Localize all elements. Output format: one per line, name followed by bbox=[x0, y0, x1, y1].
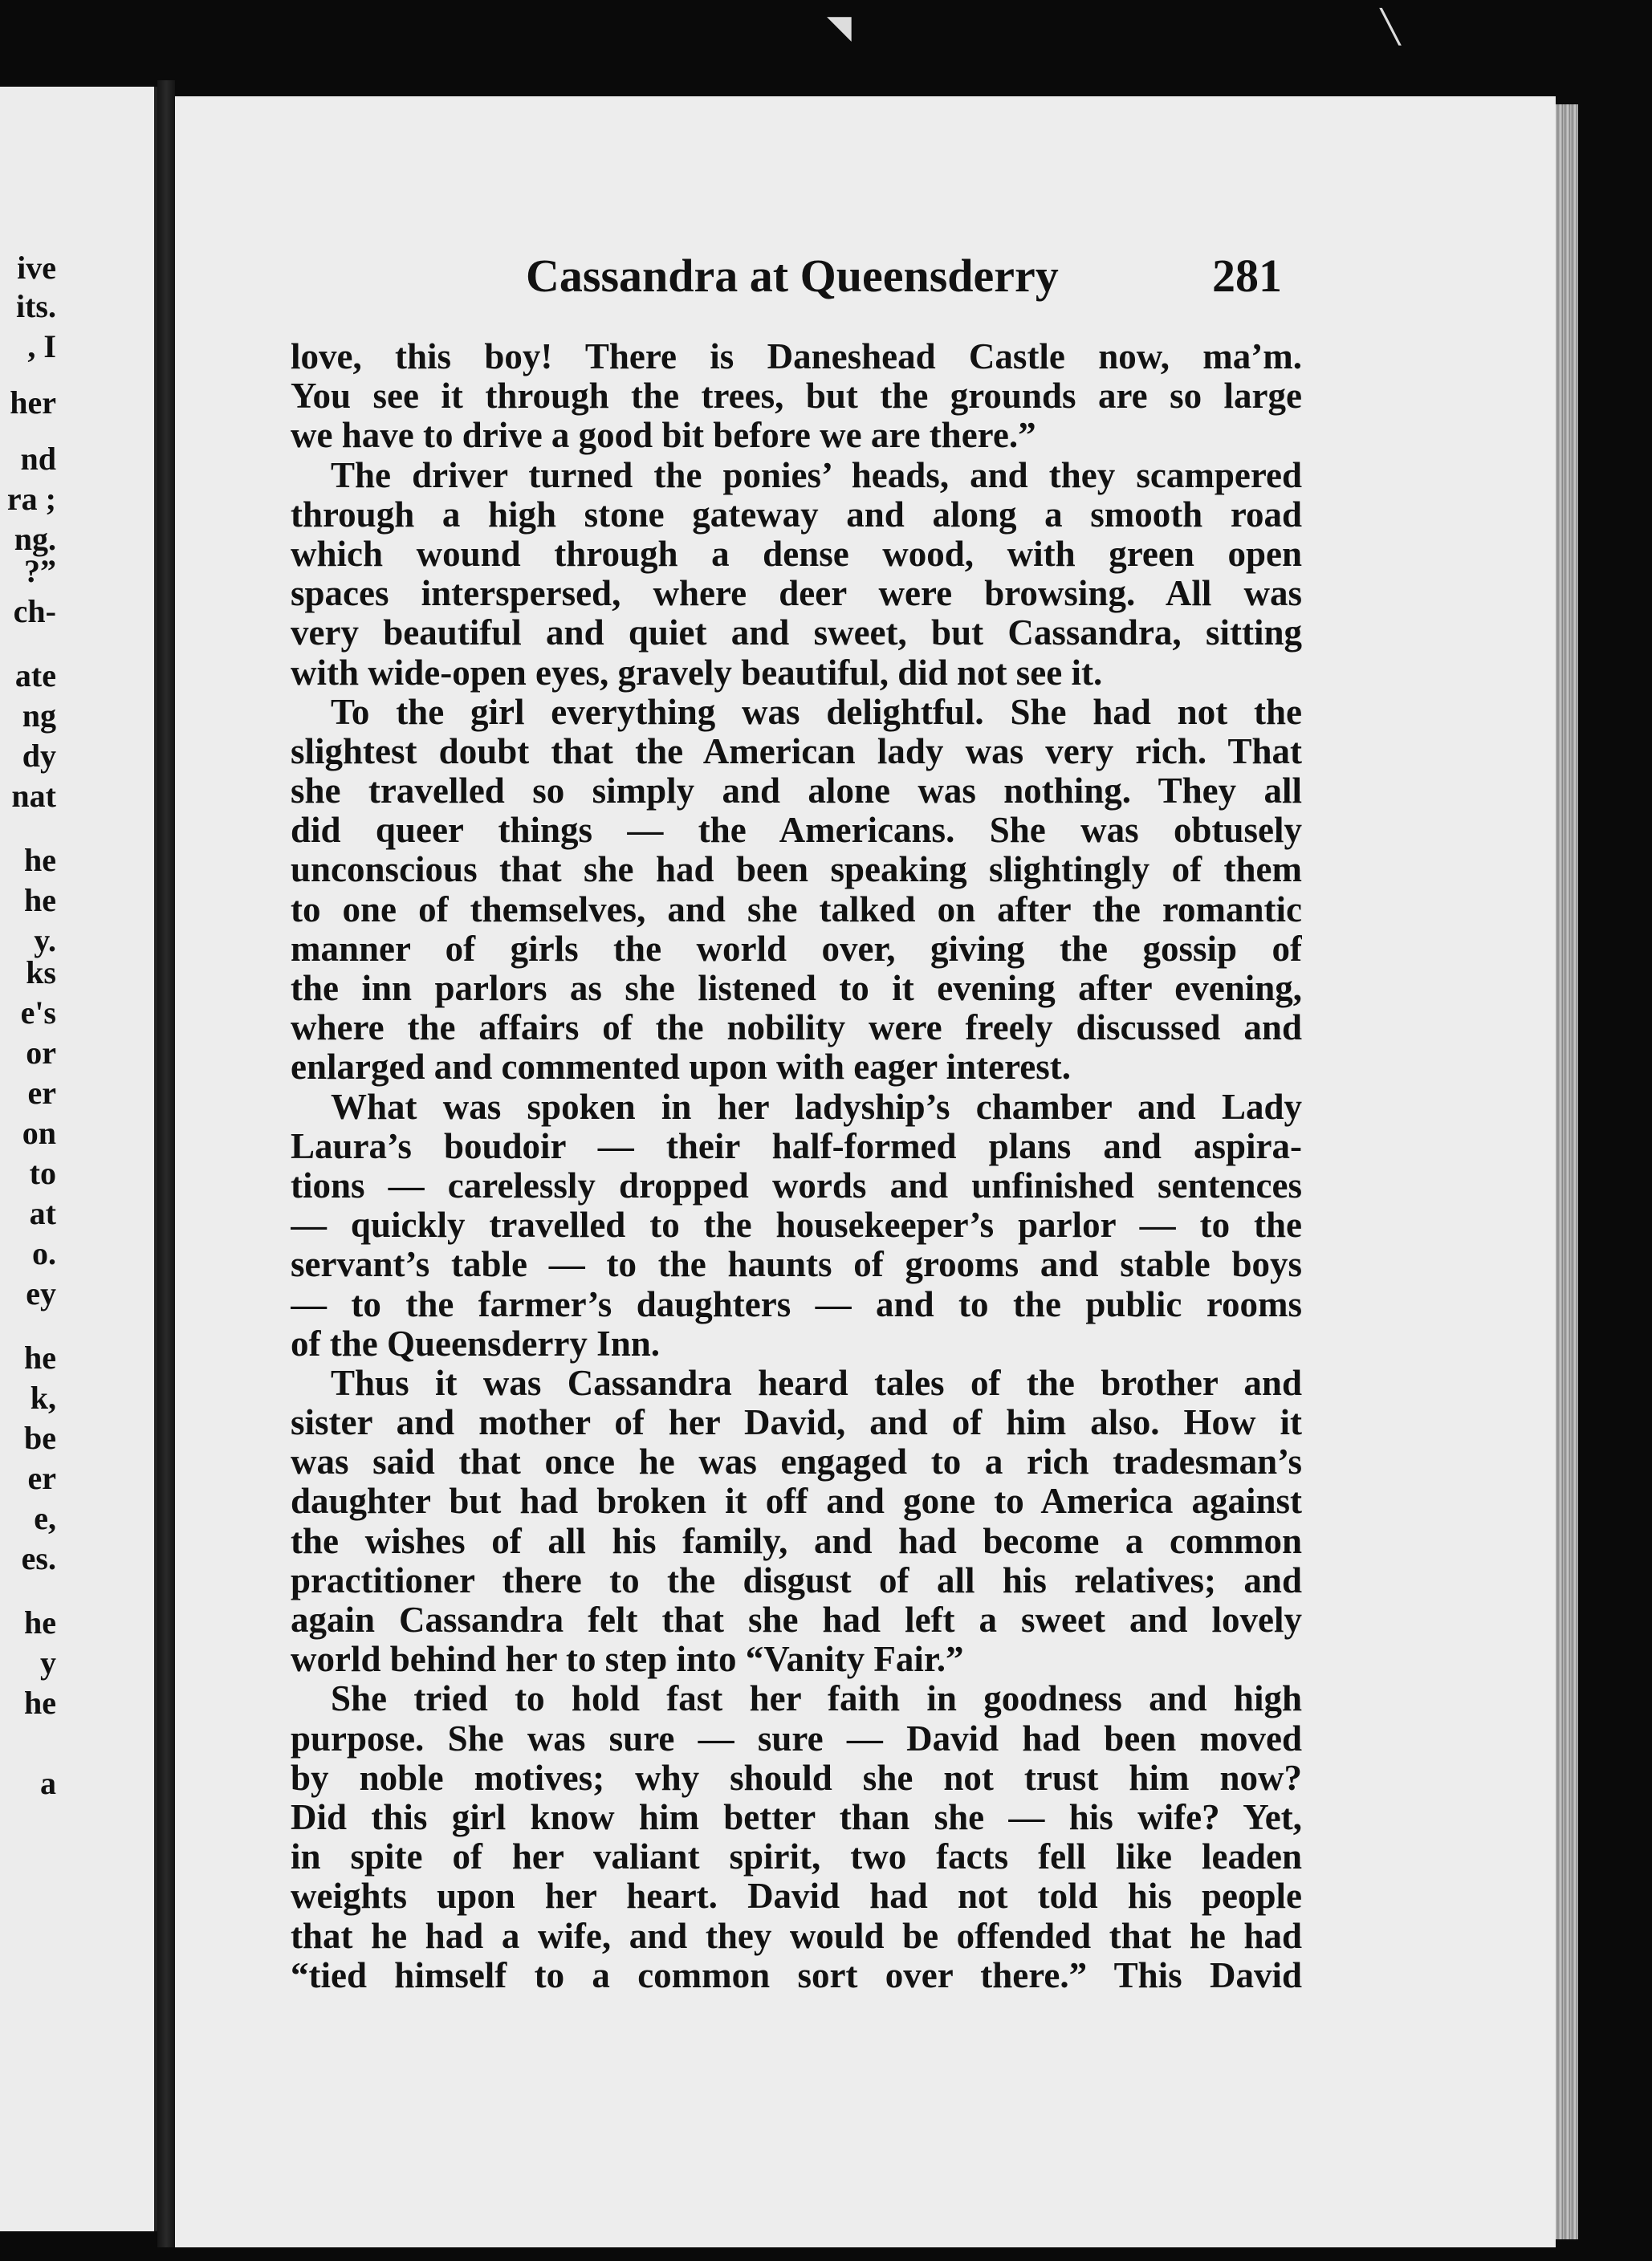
facing-page-word-fragment: ng. bbox=[14, 521, 56, 557]
text-line: was said that once he was engaged to a rich tradesman’s bbox=[291, 1442, 1302, 1482]
text-line: She tried to hold fast her faith in goodness and high bbox=[331, 1679, 1302, 1719]
text-line: To the girl everything was delightful. She had not the bbox=[331, 692, 1302, 732]
text-line: Thus it was Cassandra heard tales of the brother and bbox=[331, 1363, 1302, 1403]
text-line: love, this boy! There is Daneshead Castle now, ma’m. bbox=[291, 337, 1302, 376]
facing-page-word-fragment: he bbox=[24, 882, 56, 918]
text-line: slightest doubt that the American lady was very rich. That bbox=[291, 731, 1302, 771]
text-line: that he had a wife, and they would be offended that he had bbox=[291, 1916, 1302, 1956]
facing-page-word-fragment: ?” bbox=[24, 553, 56, 589]
facing-page-word-fragment: ng bbox=[22, 697, 56, 734]
text-line: where the affairs of the nobility were freely discussed and bbox=[291, 1008, 1302, 1048]
text-line: Did this girl know him better than she — his wife? Yet, bbox=[291, 1797, 1302, 1837]
facing-page-word-fragment: y. bbox=[34, 922, 56, 958]
facing-page-word-fragment: or bbox=[26, 1035, 56, 1071]
text-line: of the Queensderry Inn. bbox=[291, 1324, 660, 1364]
text-line: servant’s table — to the haunts of grooms and stable boys bbox=[291, 1245, 1302, 1285]
facing-page-word-fragment: to bbox=[29, 1155, 56, 1191]
text-line: — quickly travelled to the housekeeper’s parlor — to the bbox=[291, 1206, 1302, 1246]
facing-page-word-fragment: e's bbox=[20, 994, 56, 1031]
text-line: to one of themselves, and she talked on after the romantic bbox=[291, 889, 1302, 929]
text-line: spaces interspersed, where deer were browsing. All was bbox=[291, 574, 1302, 614]
body-text bbox=[291, 337, 1302, 1995]
text-line: enlarged and commented upon with eager interest. bbox=[291, 1047, 1072, 1088]
scan-artifact: ◥ bbox=[827, 9, 852, 45]
facing-page-word-fragment: y bbox=[40, 1645, 56, 1681]
text-line: practitioner there to the disgust of all his relatives; and bbox=[291, 1560, 1302, 1600]
text-line: daughter but had broken it off and gone to America against bbox=[291, 1482, 1302, 1522]
facing-page-word-fragment: he bbox=[24, 1340, 56, 1376]
facing-page-word-fragment: nat bbox=[11, 778, 56, 814]
facing-page-word-fragment: ks bbox=[26, 954, 56, 990]
text-line: “tied himself to a common sort over there.” This David bbox=[291, 1955, 1302, 1995]
text-line: — to the farmer’s daughters — and to the public rooms bbox=[291, 1284, 1302, 1324]
facing-page-word-fragment: ch- bbox=[13, 593, 56, 629]
facing-page-word-fragment: e, bbox=[34, 1500, 56, 1536]
text-line: What was spoken in her ladyship’s chamber and Lady bbox=[331, 1087, 1302, 1127]
book-gutter bbox=[157, 80, 175, 2247]
facing-page-word-fragment: he bbox=[24, 1685, 56, 1721]
facing-page-word-fragment: ey bbox=[26, 1275, 56, 1311]
running-title: Cassandra at Queensderry bbox=[526, 250, 1059, 302]
text-line: Laura’s boudoir — their half-formed plans and aspira- bbox=[291, 1126, 1302, 1166]
facing-page-word-fragment: at bbox=[29, 1195, 56, 1231]
facing-page-word-fragment: be bbox=[24, 1420, 56, 1456]
text-line: again Cassandra felt that she had left a sweet and lovely bbox=[291, 1600, 1302, 1640]
text-line: tions — carelessly dropped words and unfinished sentences bbox=[291, 1165, 1302, 1206]
facing-page-word-fragment: o. bbox=[32, 1235, 56, 1271]
facing-page-word-fragment: its. bbox=[16, 288, 56, 324]
facing-page-word-fragment: a bbox=[40, 1765, 56, 1801]
text-line: very beautiful and quiet and sweet, but Cassandra, sitting bbox=[291, 613, 1302, 653]
text-line: by noble motives; why should she not trust him now? bbox=[291, 1758, 1302, 1798]
scan-artifact: ╲ bbox=[1381, 9, 1401, 45]
facing-page-word-fragment: ra ; bbox=[6, 481, 56, 517]
text-line: You see it through the trees, but the grounds are so large bbox=[291, 376, 1302, 417]
facing-page-word-fragment: es. bbox=[21, 1540, 56, 1576]
text-line: the inn parlors as she listened to it evening after evening, bbox=[291, 969, 1302, 1008]
text-line: The driver turned the ponies’ heads, and they scampered bbox=[331, 455, 1302, 495]
facing-page-word-fragment: he bbox=[24, 842, 56, 878]
facing-page-word-fragment: he bbox=[24, 1604, 56, 1641]
facing-page-word-fragment: , I bbox=[27, 328, 56, 364]
text-line: unconscious that she had been speaking slightingly of them bbox=[291, 850, 1302, 890]
text-line: purpose. She was sure — sure — David had been moved bbox=[291, 1718, 1302, 1759]
page-number: 281 bbox=[1212, 250, 1282, 302]
facing-page-word-fragment: er bbox=[27, 1075, 56, 1111]
text-line: the wishes of all his family, and had become a common bbox=[291, 1521, 1302, 1561]
text-line: she travelled so simply and alone was nothing. They all bbox=[291, 771, 1302, 811]
facing-page-word-fragment: nd bbox=[20, 441, 56, 477]
text-line: with wide-open eyes, gravely beautiful, did not see it. bbox=[291, 653, 1103, 693]
facing-page-word-fragment: k, bbox=[30, 1380, 56, 1416]
facing-page-word-fragment: on bbox=[22, 1115, 56, 1151]
facing-page-fragment bbox=[0, 87, 157, 2231]
facing-page-word-fragment: dy bbox=[22, 738, 56, 774]
text-line: which wound through a dense wood, with green open bbox=[291, 534, 1302, 574]
text-line: weights upon her heart. David had not told his people bbox=[291, 1877, 1302, 1917]
text-line: world behind her to step into “Vanity Fair.” bbox=[291, 1640, 964, 1680]
text-line: manner of girls the world over, giving the gossip of bbox=[291, 929, 1302, 969]
facing-page-word-fragment: ive bbox=[17, 250, 56, 286]
text-line: we have to drive a good bit before we are there.” bbox=[291, 416, 1036, 456]
text-line: sister and mother of her David, and of him also. How it bbox=[291, 1403, 1302, 1443]
facing-page-word-fragment: er bbox=[27, 1460, 56, 1496]
text-line: through a high stone gateway and along a smooth road bbox=[291, 494, 1302, 535]
text-line: did queer things — the Americans. She was obtusely bbox=[291, 811, 1302, 851]
page-edge bbox=[1556, 104, 1578, 2239]
text-line: in spite of her valiant spirit, two facts fell like leaden bbox=[291, 1837, 1302, 1877]
facing-page-word-fragment: her bbox=[10, 384, 56, 421]
facing-page-word-fragment: ate bbox=[14, 657, 56, 693]
